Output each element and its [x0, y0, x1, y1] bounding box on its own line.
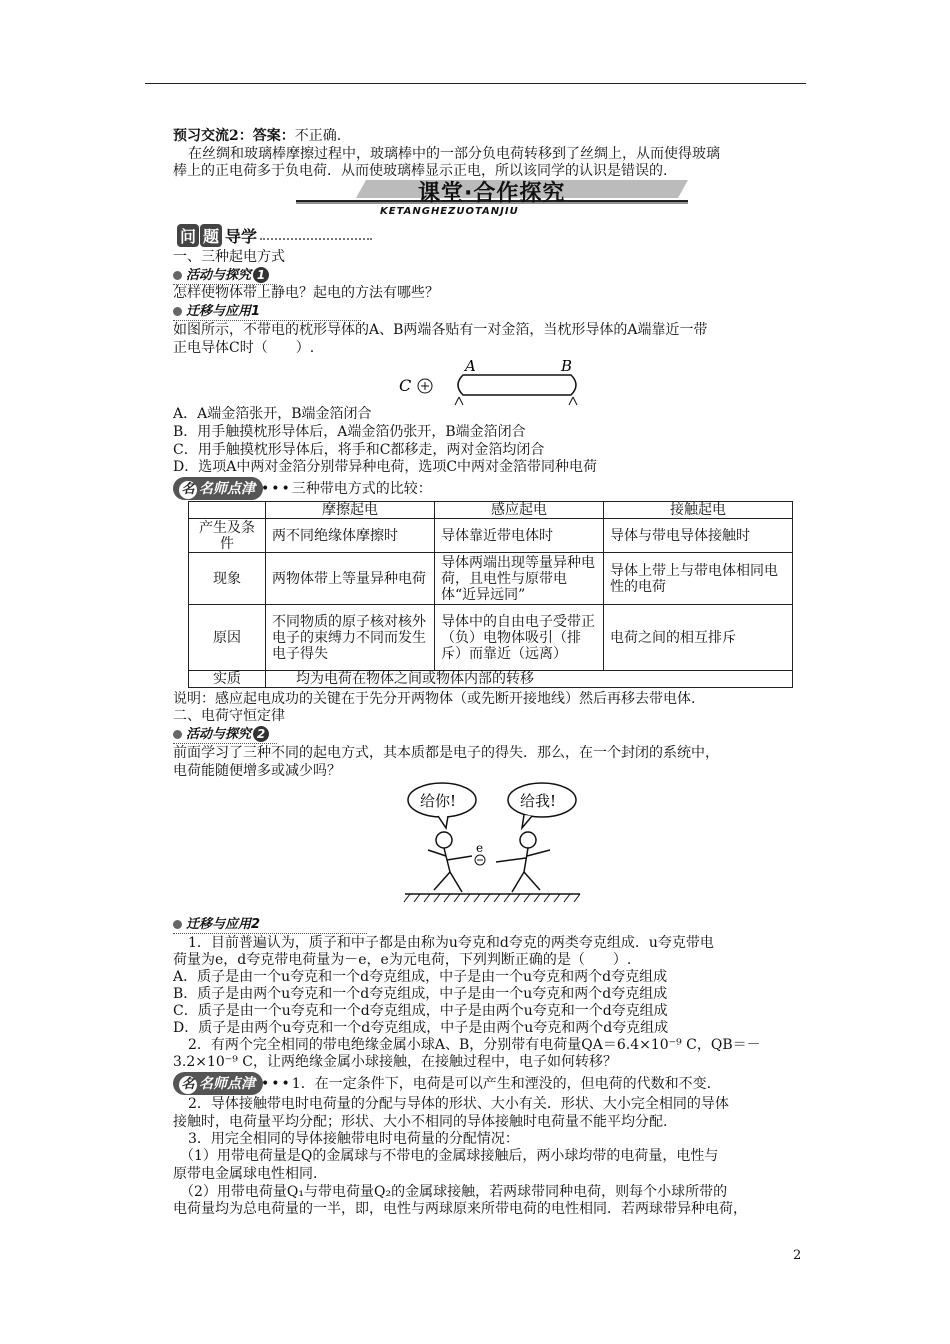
table-cell: 原因: [189, 605, 266, 671]
section1-heading: 一、三种起电方式: [173, 249, 285, 265]
activity2-line-1: 前面学习了三种不同的起电方式，其本质都是电子的得失．那么，在一个封闭的系统中，: [173, 745, 719, 761]
preview-line-1: 在丝绸和玻璃棒摩擦过程中，玻璃棒中的一部分负电荷转移到了丝绸上，从而使得玻璃: [188, 146, 720, 162]
table-cell: 电荷之间的相互排斥: [604, 605, 793, 671]
transfer-tag-2: 迁移与应用2: [173, 916, 367, 934]
table-cell: 导体上带上与带电体相同电性的电荷: [604, 553, 793, 605]
teacher-tip-2: 名 名师点津 •••1．在一定条件下，电荷是可以产生和湮没的，但电荷的代数和不变.: [173, 1072, 711, 1096]
table-cell: 不同物质的原子核对核外电子的束缚力不同而发生电子得失: [266, 605, 435, 671]
tip3a-line-2: 原带电金属球电性相同.: [173, 1166, 318, 1182]
transfer-tag-1: 迁移与应用1: [173, 303, 361, 321]
option-b: B．用手触摸枕形导体后，A端金箔仍张开，B端金箔闭合: [173, 424, 526, 440]
teacher-tip-1: 名 名师点津 •••三种带电方式的比较：: [173, 477, 432, 501]
q1-line-1: 如图所示，不带电的枕形导体的A、B两端各贴有一对金箔，当枕形导体的A端靠近一带: [173, 322, 708, 338]
table-cell: 两不同绝缘体摩擦时: [266, 519, 435, 553]
electron-label: e: [476, 841, 484, 855]
p1-option-c: C．质子是由一个u夸克和一个d夸克组成，中子是由两个u夸克和一个d夸克组成: [173, 1003, 668, 1019]
tip2-line-2: 接触时，电荷量平均分配；形状、大小不相同的导体接触时电荷量不能平均分配.: [173, 1114, 668, 1130]
p1-option-a: A．质子是由一个u夸克和一个d夸克组成，中子是由一个u夸克和两个d夸克组成: [173, 969, 668, 985]
table-cell: 导体与带电导体接触时: [604, 519, 793, 553]
table-cell: 导体两端出现等量异种电荷，且电性与原带电体“近异远同”: [435, 553, 604, 605]
table-header-induction: 感应起电: [435, 502, 604, 519]
table-cell: 导体中的自由电子受带正（负）电物体吸引（排斥）而靠近（远离）: [435, 605, 604, 671]
guide-char-2: 题: [200, 224, 222, 247]
table-header-friction: 摩擦起电: [266, 502, 435, 519]
table-cell: 实质: [189, 671, 266, 688]
p1-line-1: 1．目前普遍认为，质子和中子都是由称为u夸克和d夸克的两类夸克组成．u夸克带电: [188, 935, 714, 951]
tip3b-line-2: 电荷量均为总电荷量的一半，即，电性与两球原来所带电荷的电性相同．若两球带异种电荷，: [173, 1201, 747, 1217]
table-cell: 均为电荷在物体之间或物体内部的转移: [266, 671, 793, 688]
page-number: 2: [793, 1248, 802, 1263]
table-header-blank: [189, 502, 266, 519]
tip3-heading: 3．用完全相同的导体接触带电时电荷量的分配情况：: [188, 1131, 519, 1147]
guide-heading: [177, 224, 257, 246]
option-c: C．用手触摸枕形导体后，将手和C都移走，两对金箔均闭合: [173, 442, 545, 458]
guide-dots: [260, 238, 372, 241]
electron-exchange-illustration: [400, 780, 585, 910]
pillow-conductor-figure: [395, 355, 595, 407]
table-cell: 两物体带上等量异种电荷: [266, 553, 435, 605]
tip3a-line-1: （1）用带电荷量是Q的金属球与不带电的金属球接触后，两小球均带的电荷量，电性与: [180, 1148, 719, 1164]
fig-label-c: C: [399, 376, 412, 395]
section2-heading: 二、电荷守恒定律: [173, 708, 285, 724]
preview-answer: 预习交流2：答案：不正确.: [173, 128, 342, 144]
bubble-2-text: 给我!: [520, 792, 557, 810]
activity-tag-2: 活动与探究 2: [173, 726, 277, 744]
tip3b-line-1: （2）用带电荷量Q₁与带电荷量Q₂的金属球接触，若两球带同种电荷，则每个小球所带的: [180, 1184, 728, 1200]
fig-label-b: B: [561, 357, 573, 375]
p1-line-2: 荷量为e，d夸克带电荷量为－e，e为元电荷，下列判断正确的是（ ）.: [173, 952, 632, 968]
p2-line-1: 2．有两个完全相同的带电绝缘金属小球A、B，分别带有电荷量QA＝6.4×10⁻⁹ C，QB＝－: [188, 1037, 761, 1053]
preview-line-2: 棒上的正电荷多于负电荷．从而使玻璃棒显示正电，所以该同学的认识是错误的.: [173, 163, 668, 179]
table-cell: 导体靠近带电体时: [435, 519, 604, 553]
tip2-line-1: 2．导体接触带电时电荷量的分配与导体的形状、大小有关．形状、大小完全相同的导体: [188, 1096, 729, 1112]
induction-note: 说明：感应起电成功的关键在于先分开两物体（或先断开接地线）然后再移去带电体.: [173, 691, 696, 707]
table-header-contact: 接触起电: [604, 502, 793, 519]
guide-char-1: 问: [177, 224, 199, 247]
guide-char-3: 导学: [225, 227, 258, 246]
p1-option-d: D．质子是由两个u夸克和一个d夸克组成，中子是由两个u夸克和两个d夸克组成: [173, 1020, 669, 1036]
p2-line-2: 3.2×10⁻⁹ C，让两绝缘金属小球接触，在接触过程中，电子如何转移？: [173, 1054, 617, 1070]
p1-option-b: B．质子是由两个u夸克和一个d夸克组成，中子是由一个u夸克和两个d夸克组成: [173, 986, 668, 1002]
activity1-question: 怎样使物体带上静电？起电的方法有哪些？: [173, 285, 439, 301]
table-cell: 产生及条件: [189, 519, 266, 553]
top-rule: [145, 83, 806, 84]
option-a: A．A端金箔张开，B端金箔闭合: [173, 406, 372, 422]
bubble-1-text: 给你!: [420, 792, 457, 810]
fig-label-a: A: [465, 357, 476, 375]
charging-comparison-table: [188, 501, 793, 688]
banner-title: 课堂·合作探究: [418, 181, 566, 206]
table-cell: 现象: [189, 553, 266, 605]
activity2-line-2: 电荷能随便增多或减少吗？: [173, 763, 341, 779]
activity-tag-1: 活动与探究 1: [173, 267, 277, 285]
q1-line-2: 正电导体C时（ ）.: [173, 340, 315, 356]
banner-subtitle: KETANGHEZUOTANJIU: [380, 206, 519, 217]
option-d: D．选项A中两对金箔分别带异种电荷，选项C中两对金箔带同种电荷: [173, 459, 598, 475]
